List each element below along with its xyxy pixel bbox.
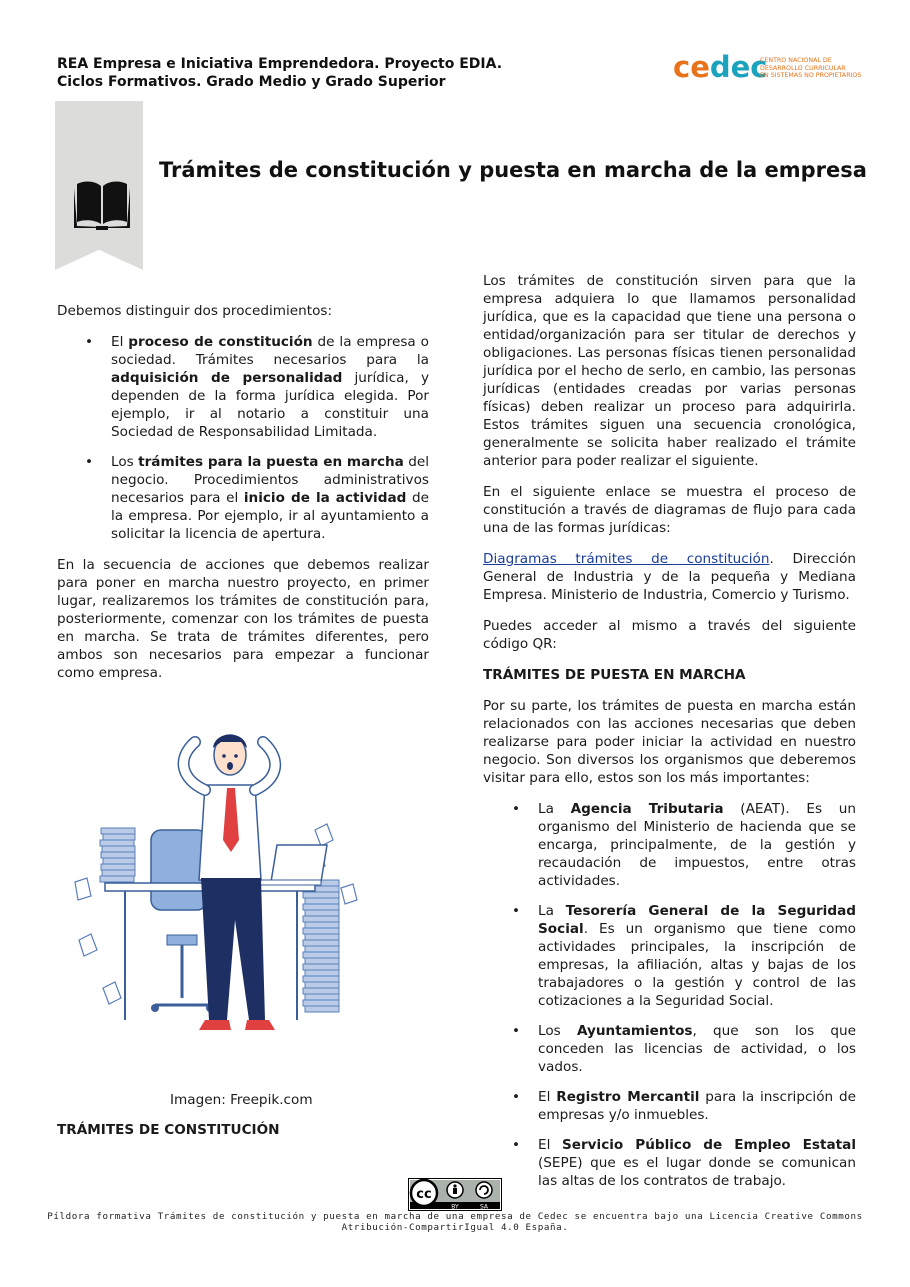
list-item: • El proceso de constitución de la empresa o sociedad. Trámites necesarios para la adquisición de personalidad jurídica, y dependen de la forma jurídica elegida. Por ejemplo, ir al notario a constituir una Sociedad de Responsabilidad Limitada. xyxy=(111,333,429,441)
cedec-logo xyxy=(673,50,873,88)
intro-text: Debemos distinguir dos procedimientos: xyxy=(57,303,333,319)
logo-subtitle: CENTRO NACIONAL DE DESARROLLO CURRICULAR EN SISTEMAS NO PROPIETARIOS xyxy=(760,57,862,79)
list-item: • Los trámites para la puesta en marcha del negocio. Procedimientos administrativos necesarios para el inicio de la actividad de la empresa. Por ejemplo, ir al ayuntamiento a solicitar la licencia de apertura. xyxy=(111,453,429,543)
section-heading-constitucion: TRÁMITES DE CONSTITUCIÓN xyxy=(57,1122,280,1138)
list-item: • El Servicio Público de Empleo Estatal (SEPE) que es el lugar donde se comunican las altas de los contratos de trabajo. xyxy=(538,1136,856,1190)
sequence-paragraph: En la secuencia de acciones que debemos realizar para poner en marcha nuestro proyecto, en primer lugar, realizaremos los trámites de constitución para, posteriormente, comenzar con los trámites de puesta en marcha. Se trata de trámites diferentes, pero ambos son necesarios para empezar a funcionar como empresa. xyxy=(57,557,429,681)
header-line-1: REA Empresa e Iniciativa Emprendedora. Proyecto EDIA. xyxy=(57,56,503,72)
list-item: • El Registro Mercantil para la inscripción de empresas y/o inmuebles. xyxy=(538,1088,856,1124)
document-header xyxy=(57,55,502,91)
paragraph: Diagramas trámites de constitución. Dirección General de Industria y de la pequeña y Mediana Empresa. Ministerio de Industria, Comercio y Turismo. xyxy=(483,551,857,603)
diagram-link[interactable]: Diagramas trámites de constitución xyxy=(483,551,770,567)
list-item: • La Agencia Tributaria (AEAT). Es un organismo del Ministerio de hacienda que se encarga, principalmente, de la gestión y recaudación de impuestos, entre otras actividades. xyxy=(538,800,856,890)
logo-wordmark: cedec xyxy=(673,50,768,84)
section-heading-puesta-en-marcha: TRÁMITES DE PUESTA EN MARCHA xyxy=(483,667,746,683)
page-title: Trámites de constitución y puesta en marcha de la empresa xyxy=(159,158,867,182)
right-column xyxy=(483,272,856,1203)
license-footer xyxy=(40,1211,870,1233)
paragraph: Puedes acceder al mismo a través del siguiente código QR: xyxy=(483,618,856,652)
list-item: • La Tesorería General de la Seguridad Social. Es un organismo que tiene como actividades principales, la inscripción de empresas, la afiliación, altas y bajas de los trabajadores o la gestión y control de las cotizaciones a la Seguridad Social. xyxy=(538,902,856,1010)
organisms-list xyxy=(483,800,856,1190)
paragraph: En el siguiente enlace se muestra el proceso de constitución a través de diagramas de flujo para cada una de las formas jurídicas: xyxy=(483,484,856,536)
svg-text:cc: cc xyxy=(416,1187,432,1202)
stressed-businessman-illustration xyxy=(65,720,365,1045)
footer-line-1: Píldora formativa Trámites de constitución y puesta en marcha de una empresa de Cedec se encuentra bajo una Licencia Creative Commons xyxy=(47,1211,863,1222)
cc-sa-label: SA xyxy=(479,1203,489,1211)
footer-line-2: Atribución-CompartirIgual 4.0 España. xyxy=(341,1222,569,1233)
image-caption: Imagen: Freepik.com xyxy=(170,1092,313,1108)
book-icon xyxy=(73,178,131,232)
header-line-2: Ciclos Formativos. Grado Medio y Grado Superior xyxy=(57,74,446,90)
creative-commons-badge[interactable] xyxy=(408,1178,502,1211)
procedures-list xyxy=(57,333,429,543)
cc-by-label: BY xyxy=(451,1203,459,1211)
paragraph: Por su parte, los trámites de puesta en marcha están relacionados con las acciones necesarias que deben realizarse para poder iniciar la actividad en nuestro negocio. Son diversos los organismos que deberemos visitar para ello, estos son los más importantes: xyxy=(483,698,856,786)
left-column xyxy=(57,302,429,695)
list-item: • Los Ayuntamientos, que son los que conceden las licencias de actividad, o los vados. xyxy=(538,1022,856,1076)
paragraph: Los trámites de constitución sirven para que la empresa adquiera lo que llamamos personalidad jurídica, que es la capacidad que tiene una persona o entidad/organización para ser titular de derechos y obligaciones. Las personas físicas tienen personalidad jurídica por el hecho de serlo, en cambio, las personas jurídicas (entidades creadas por varias personas físicas) deben realizar un proceso para adquirirla. Estos trámites siguen una secuencia cronológica, generalmente se solicita haber realizado el trámite anterior para poder realizar el siguiente. xyxy=(483,273,856,469)
